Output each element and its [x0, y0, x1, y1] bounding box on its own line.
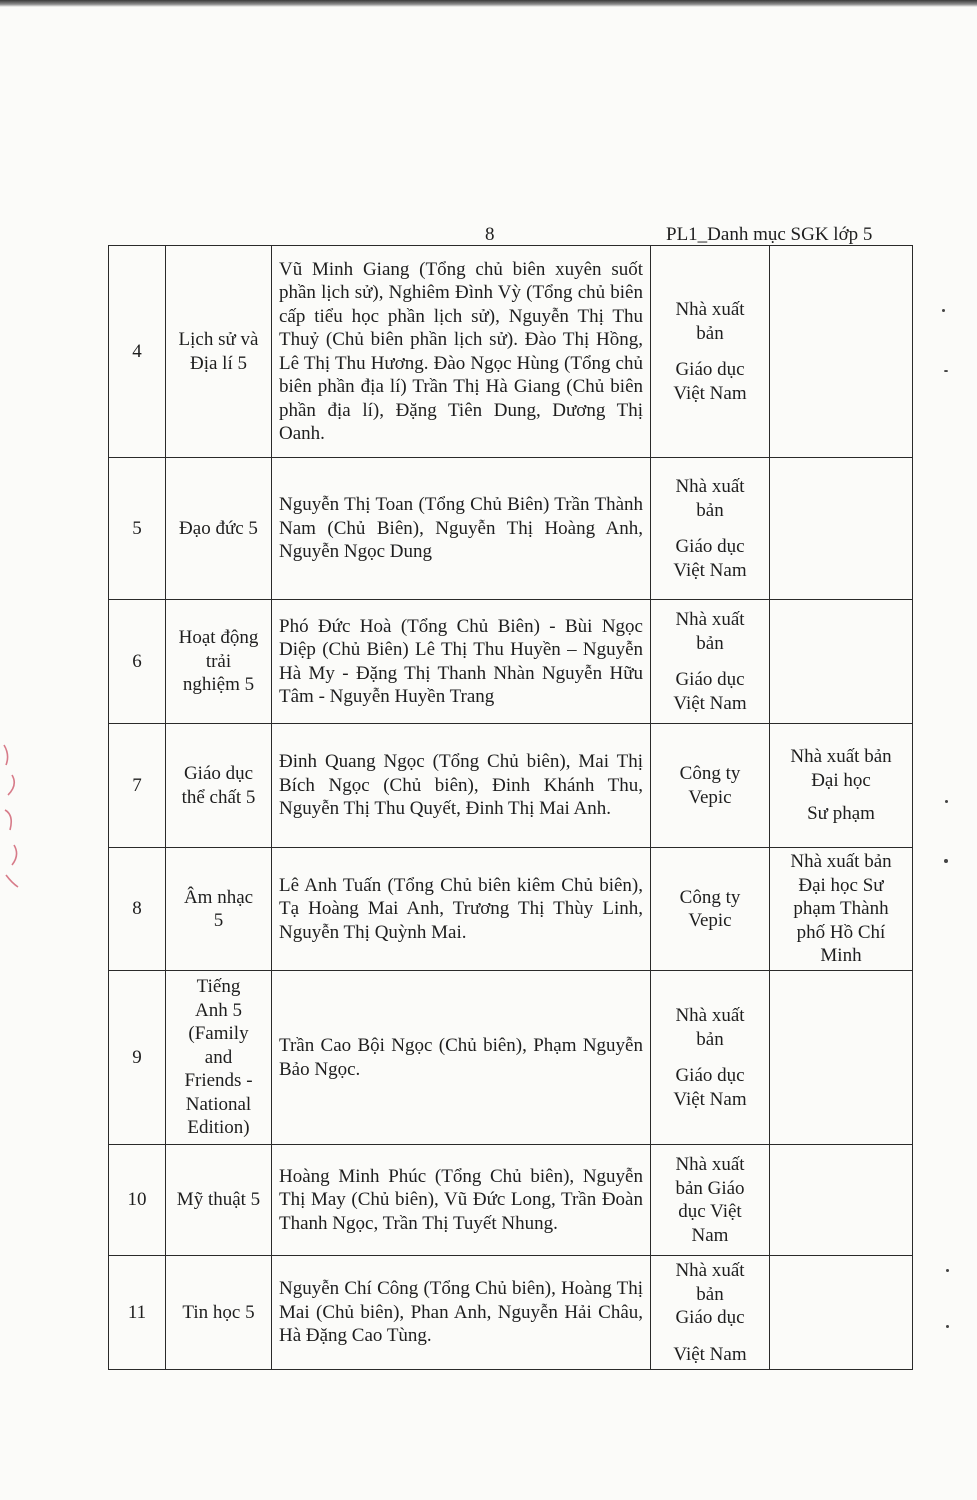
table-row — [109, 848, 913, 971]
row-number: 5 — [109, 458, 166, 600]
co-publisher-line: phạm Thành — [793, 898, 889, 920]
publisher-line: Việt Nam — [673, 1088, 747, 1110]
co-publisher-line: Minh — [820, 945, 862, 967]
table-row — [109, 1256, 913, 1370]
table-row — [109, 458, 913, 600]
line-gap — [774, 792, 908, 802]
scan-speck — [946, 1269, 949, 1272]
publisher — [651, 1256, 770, 1370]
publisher-line: Công ty — [679, 886, 741, 908]
line-gap — [655, 1330, 765, 1343]
publisher-line: Nhà xuất — [675, 1260, 745, 1281]
row-number: 10 — [109, 1145, 166, 1256]
co-publisher-line: Sư phạm — [807, 803, 875, 825]
row-number: 7 — [109, 724, 166, 848]
publisher-line: Công ty — [679, 763, 741, 784]
page-reference: PL1_Danh mục SGK lớp 5 — [666, 224, 873, 245]
publisher — [651, 724, 770, 848]
row-number: 8 — [109, 848, 166, 971]
authors: Vũ Minh Giang (Tổng chủ biên xuyên suốt phần lịch sử), Nghiêm Đình Vỳ (Tổng chủ biên cấp tiểu học phần lịch sử), Nguyễn Thị Thu Thuỷ (Chủ biên phần lịch sử). Đào Thị Hồng, Lê Thị Thu Hương. Đào Ngọc Hùng (Tổng chủ biên phần địa lí) Trần Thị Hà Giang (Chủ biên phần địa lí), Đặng Tiên Dung, Dương Thị Oanh. — [272, 246, 651, 458]
publisher-line: Giáo dục — [675, 669, 745, 690]
publisher-line: Nam — [691, 1224, 729, 1246]
publisher-line: bản — [696, 322, 724, 344]
book-title-line: Hoạt động — [178, 627, 259, 649]
book-title — [166, 246, 272, 458]
publisher — [651, 848, 770, 971]
line-gap — [655, 655, 765, 668]
co-publisher-line: Nhà xuất bản — [790, 851, 892, 873]
book-title-line: Địa lí 5 — [190, 352, 247, 374]
publisher-line: Việt Nam — [673, 559, 747, 581]
book-title-line: trải — [205, 650, 232, 672]
book-title-line: and — [204, 1046, 233, 1068]
scan-speck — [944, 859, 948, 863]
publisher — [651, 971, 770, 1145]
publisher — [651, 1145, 770, 1256]
row-number: 9 — [109, 971, 166, 1145]
publisher-line: Giáo dục — [675, 536, 745, 557]
book-title-line: Tiếng — [196, 976, 241, 998]
book-title-line: National — [185, 1093, 252, 1115]
book-title-line: 5 — [213, 910, 224, 931]
authors: Phó Đức Hoà (Tổng Chủ Biên) - Bùi Ngọc Diệp (Chủ Biên) Lê Thị Thu Huyền – Nguyễn Hà My - Đặng Thị Thanh Nhàn Nguyễn Hữu Tâm - Nguyễn Huyền Trang — [272, 600, 651, 724]
co-publisher-line: Đại học — [811, 769, 871, 791]
page-number: 8 — [485, 224, 495, 245]
publisher-line: Việt Nam — [673, 1343, 747, 1365]
book-title — [166, 458, 272, 600]
publisher-line: Giáo dục — [675, 1307, 745, 1328]
book-title-line: Tin học 5 — [182, 1301, 255, 1323]
co-publisher — [770, 246, 913, 458]
co-publisher — [770, 1256, 913, 1370]
publisher-line: Nhà xuất — [675, 1154, 745, 1175]
scan-speck — [946, 1325, 949, 1328]
publisher-line: Nhà xuất — [675, 609, 745, 630]
table-row — [109, 1145, 913, 1256]
book-title — [166, 848, 272, 971]
book-title-line: Lịch sử và — [178, 329, 259, 350]
publisher-line: bản Giáo — [675, 1177, 745, 1199]
scan-speck — [944, 370, 948, 372]
book-title-line: Âm nhạc — [183, 886, 254, 908]
publisher-line: Việt Nam — [673, 382, 747, 404]
scan-speck — [942, 309, 945, 312]
publisher-line: bản — [696, 499, 724, 521]
book-title-line: (Family — [188, 1023, 249, 1045]
publisher-line: bản — [696, 1283, 724, 1305]
table-row — [109, 600, 913, 724]
co-publisher-line: Nhà xuất bản — [790, 746, 892, 768]
book-title-line: Friends - — [184, 1070, 253, 1092]
row-number: 11 — [109, 1256, 166, 1370]
publisher-line: dục Việt — [678, 1201, 742, 1222]
scan-speck — [945, 800, 948, 803]
co-publisher — [770, 458, 913, 600]
authors: Lê Anh Tuấn (Tổng Chủ biên kiêm Chủ biên), Tạ Hoàng Mai Anh, Trương Thị Thùy Linh, Nguyễn Thị Quỳnh Mai. — [272, 848, 651, 971]
table-row — [109, 971, 913, 1145]
book-title-line: thể chất 5 — [181, 786, 256, 808]
co-publisher — [770, 600, 913, 724]
line-gap — [655, 522, 765, 535]
book-title — [166, 724, 272, 848]
book-title — [166, 971, 272, 1145]
table-row — [109, 724, 913, 848]
publisher-line: Giáo dục — [675, 1065, 745, 1086]
book-title-line: nghiệm 5 — [182, 674, 255, 696]
book-title-line: Mỹ thuật 5 — [176, 1189, 261, 1211]
publisher-line: Nhà xuất — [675, 476, 745, 497]
red-stamp-edge — [0, 735, 28, 895]
publisher-line: Vepic — [688, 910, 732, 931]
co-publisher — [770, 1145, 913, 1256]
publisher — [651, 600, 770, 724]
publisher-line: Việt Nam — [673, 692, 747, 714]
scan-edge — [0, 0, 977, 7]
textbook-table — [108, 245, 912, 1370]
authors: Nguyễn Chí Công (Tổng Chủ biên), Hoàng Thị Mai (Chủ biên), Phan Anh, Nguyễn Hải Châu, Hà Đặng Cao Tùng. — [272, 1256, 651, 1370]
authors: Trần Cao Bội Ngọc (Chủ biên), Phạm Nguyễn Bảo Ngọc. — [272, 971, 651, 1145]
authors: Đinh Quang Ngọc (Tổng Chủ biên), Mai Thị Bích Ngọc (Chủ biên), Đinh Khánh Thu, Nguyễn Thị Thu Quyết, Đinh Thị Mai Anh. — [272, 724, 651, 848]
table-body — [109, 246, 913, 1370]
book-title-line: Giáo dục — [183, 763, 254, 784]
line-gap — [655, 345, 765, 358]
book-title-line: Anh 5 — [195, 999, 242, 1021]
publisher-line: bản — [696, 632, 724, 654]
publisher-line: Giáo dục — [675, 359, 745, 380]
book-title — [166, 1256, 272, 1370]
publisher-line: Vepic — [688, 786, 732, 808]
book-title-line: Edition) — [187, 1117, 250, 1139]
publisher-line: Nhà xuất — [675, 1005, 745, 1026]
line-gap — [655, 1051, 765, 1064]
co-publisher — [770, 724, 913, 848]
co-publisher — [770, 971, 913, 1145]
co-publisher-line: phố Hồ Chí — [796, 921, 886, 943]
publisher — [651, 246, 770, 458]
publisher-line: bản — [696, 1028, 724, 1050]
table-row — [109, 246, 913, 458]
book-title — [166, 600, 272, 724]
authors: Hoàng Minh Phúc (Tổng Chủ biên), Nguyễn Thị May (Chủ biên), Vũ Đức Long, Trần Đoàn Thanh Ngọc, Trần Thị Tuyết Nhung. — [272, 1145, 651, 1256]
row-number: 6 — [109, 600, 166, 724]
co-publisher-line: Đại học Sư — [798, 874, 884, 896]
book-title-line: Đạo đức 5 — [179, 517, 258, 539]
publisher-line: Nhà xuất — [675, 299, 745, 320]
row-number: 4 — [109, 246, 166, 458]
publisher — [651, 458, 770, 600]
authors: Nguyễn Thị Toan (Tổng Chủ Biên) Trần Thành Nam (Chủ Biên), Nguyễn Thị Hoàng Anh, Nguyễn Ngọc Dung — [272, 458, 651, 600]
co-publisher — [770, 848, 913, 971]
book-title — [166, 1145, 272, 1256]
